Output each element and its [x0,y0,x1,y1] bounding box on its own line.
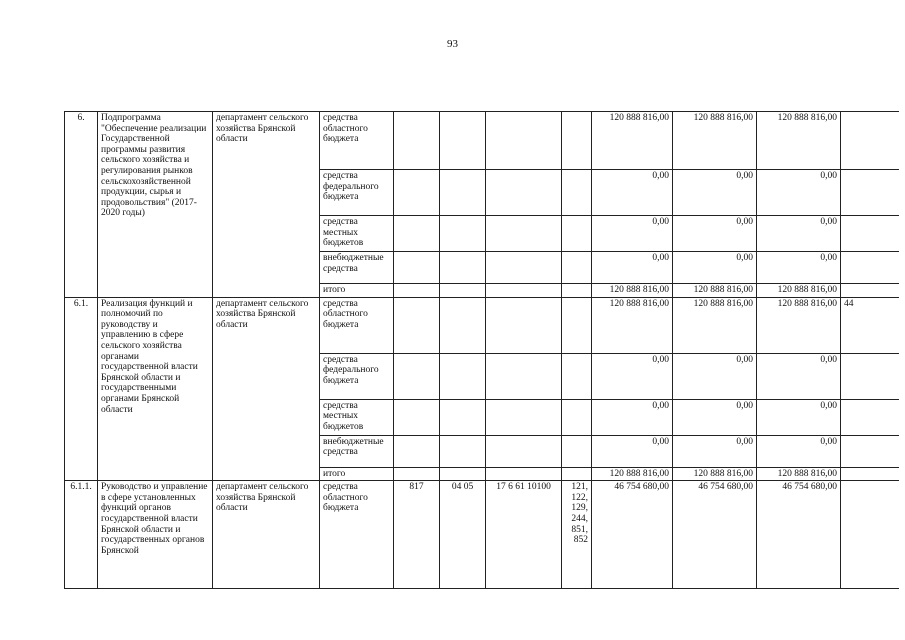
csr-cell [486,170,562,216]
year1-amount: 120 888 816,00 [592,467,673,481]
grbs-cell [394,170,440,216]
rzpr-cell [440,353,486,399]
csr-cell [486,112,562,170]
vr-cell [562,284,592,298]
rzpr-cell: 04 05 [440,481,486,589]
item-executor: департамент сельского хозяйства Брянской области [213,112,320,298]
extra-cell [841,353,899,399]
year3-amount: 120 888 816,00 [757,112,841,170]
funding-source: средства федерального бюджета [320,353,394,399]
year2-amount: 120 888 816,00 [673,467,757,481]
table-row [65,481,899,589]
item-number: 6.1. [65,297,98,481]
vr-cell [562,467,592,481]
year1-amount: 0,00 [592,399,673,435]
vr-cell [562,216,592,252]
grbs-cell [394,297,440,353]
year2-amount: 120 888 816,00 [673,297,757,353]
csr-cell [486,435,562,467]
vr-cell [562,399,592,435]
rzpr-cell [440,112,486,170]
year3-amount: 46 754 680,00 [757,481,841,589]
extra-cell [841,284,899,298]
csr-cell: 17 6 61 10100 [486,481,562,589]
extra-cell [841,170,899,216]
grbs-cell [394,216,440,252]
csr-cell [486,399,562,435]
year3-amount: 0,00 [757,399,841,435]
year2-amount: 120 888 816,00 [673,112,757,170]
year1-amount: 0,00 [592,216,673,252]
extra-cell: 44 [841,297,899,353]
year2-amount: 0,00 [673,216,757,252]
vr-cell [562,353,592,399]
year1-amount: 120 888 816,00 [592,112,673,170]
year3-amount: 120 888 816,00 [757,467,841,481]
funding-source: средства областного бюджета [320,297,394,353]
vr-cell [562,112,592,170]
funding-source: внебюджетные средства [320,252,394,284]
funding-source: средства местных бюджетов [320,216,394,252]
grbs-cell [394,252,440,284]
vr-cell [562,170,592,216]
item-executor: департамент сельского хозяйства Брянской области [213,297,320,481]
item-name: Руководство и управление в сфере установленных функций органов государственной власти Брянской области и государственных органов Брянской [98,481,213,589]
extra-cell [841,481,899,589]
item-executor: департамент сельского хозяйства Брянской области [213,481,320,589]
grbs-cell [394,284,440,298]
year2-amount: 0,00 [673,399,757,435]
rzpr-cell [440,216,486,252]
year3-amount: 0,00 [757,435,841,467]
year3-amount: 120 888 816,00 [757,297,841,353]
grbs-cell [394,399,440,435]
year1-amount: 0,00 [592,252,673,284]
funding-source: внебюджетные средства [320,435,394,467]
funding-source: средства областного бюджета [320,481,394,589]
year1-amount: 120 888 816,00 [592,297,673,353]
csr-cell [486,467,562,481]
funding-source: средства областного бюджета [320,112,394,170]
rzpr-cell [440,284,486,298]
funding-source: средства федерального бюджета [320,170,394,216]
year2-amount: 46 754 680,00 [673,481,757,589]
table-row [65,297,899,353]
extra-cell [841,252,899,284]
vr-cell [562,435,592,467]
year3-amount: 120 888 816,00 [757,284,841,298]
grbs-cell [394,467,440,481]
extra-cell [841,112,899,170]
rzpr-cell [440,467,486,481]
year3-amount: 0,00 [757,170,841,216]
year3-amount: 0,00 [757,252,841,284]
csr-cell [486,353,562,399]
rzpr-cell [440,170,486,216]
funding-source: итого [320,467,394,481]
vr-cell: 121, 122, 129, 244, 851, 852 [562,481,592,589]
funding-source: средства местных бюджетов [320,399,394,435]
rzpr-cell [440,297,486,353]
grbs-cell [394,435,440,467]
item-name: Реализация функций и полномочий по руководству и управлению в сфере сельского хозяйства органами государственной власти Брянской области и государственными органами Брянской области [98,297,213,481]
extra-cell [841,216,899,252]
extra-cell [841,435,899,467]
csr-cell [486,216,562,252]
item-number: 6.1.1. [65,481,98,589]
year1-amount: 0,00 [592,353,673,399]
item-number: 6. [65,112,98,298]
year1-amount: 0,00 [592,170,673,216]
year1-amount: 0,00 [592,435,673,467]
grbs-cell: 817 [394,481,440,589]
year2-amount: 120 888 816,00 [673,284,757,298]
grbs-cell [394,112,440,170]
year3-amount: 0,00 [757,216,841,252]
year2-amount: 0,00 [673,170,757,216]
extra-cell [841,467,899,481]
funding-source: итого [320,284,394,298]
vr-cell [562,297,592,353]
rzpr-cell [440,252,486,284]
rzpr-cell [440,399,486,435]
table-row [65,112,899,170]
budget-table [64,111,899,589]
csr-cell [486,284,562,298]
extra-cell [841,399,899,435]
csr-cell [486,252,562,284]
year3-amount: 0,00 [757,353,841,399]
year2-amount: 0,00 [673,353,757,399]
item-name: Подпрограмма "Обеспечение реализации Государственной программы развития сельского хозяйства и регулирования рынков сельскохозяйственной продукции, сырья и продовольствия" (2017-2020 годы) [98,112,213,298]
year2-amount: 0,00 [673,252,757,284]
year1-amount: 120 888 816,00 [592,284,673,298]
grbs-cell [394,353,440,399]
vr-cell [562,252,592,284]
csr-cell [486,297,562,353]
page-number: 93 [447,38,458,50]
year1-amount: 46 754 680,00 [592,481,673,589]
rzpr-cell [440,435,486,467]
year2-amount: 0,00 [673,435,757,467]
